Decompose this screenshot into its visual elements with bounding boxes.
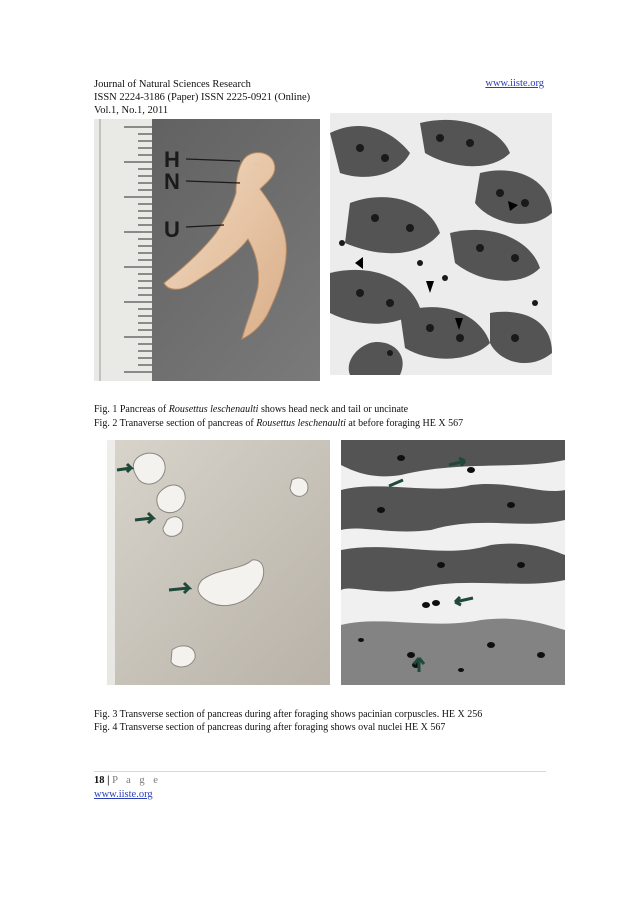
footer-divider bbox=[94, 771, 546, 772]
label-uncinate: U bbox=[164, 217, 180, 242]
figure-2-micrograph bbox=[330, 113, 552, 375]
volume-line: Vol.1, No.1, 2011 bbox=[94, 105, 169, 116]
caption-fig3: Fig. 3 Transverse section of pancreas during after foraging shows pacinian corpuscles. HE X 256 bbox=[94, 709, 483, 720]
journal-title: Journal of Natural Sciences Research bbox=[94, 79, 251, 90]
issn-line: ISSN 2224-3186 (Paper) ISSN 2225-0921 (Online) bbox=[94, 92, 311, 103]
figure-1-photo bbox=[94, 119, 320, 381]
header-website-link[interactable]: www.iiste.org bbox=[485, 78, 544, 89]
caption-fig2: Fig. 2 Tranaverse section of pancreas of Rousettus leschenaulti at before foraging HE X 567 bbox=[94, 418, 464, 429]
footer-website-link[interactable]: www.iiste.org bbox=[94, 789, 153, 800]
figure-4-micrograph bbox=[341, 440, 565, 685]
caption-fig4: Fig. 4 Transverse section of pancreas during after foraging shows oval nuclei HE X 567 bbox=[94, 722, 446, 733]
caption-fig1: Fig. 1 Pancreas of Rousettus leschenaulti shows head neck and tail or uncinate bbox=[94, 404, 409, 415]
label-head: H bbox=[164, 147, 180, 172]
figure-3-micrograph bbox=[107, 440, 330, 685]
label-neck: N bbox=[164, 169, 180, 194]
page-number: 18 | P a g e bbox=[94, 775, 161, 786]
